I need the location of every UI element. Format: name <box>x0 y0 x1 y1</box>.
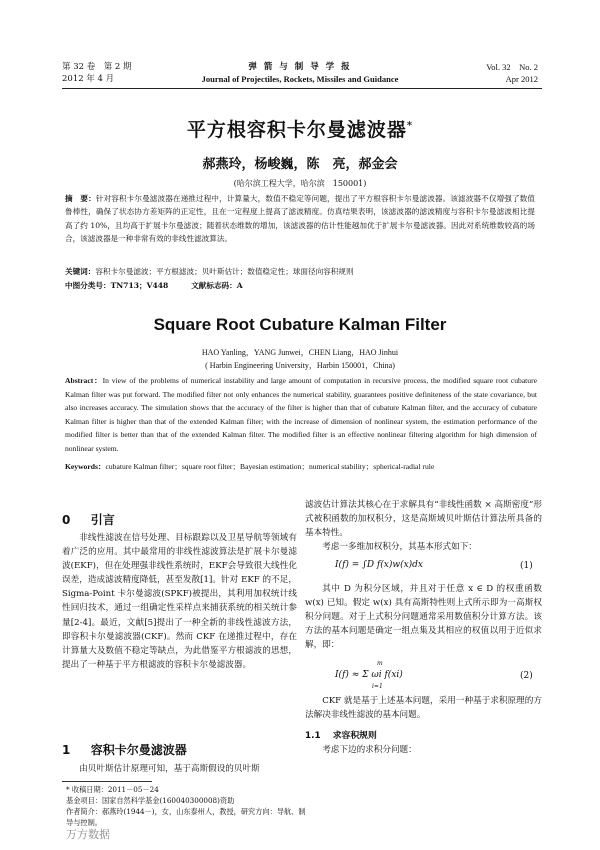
section-1-title: 容积卡尔曼滤波器 <box>90 743 187 757</box>
volume-issue-en: Vol. 32 No. 2 <box>486 62 538 72</box>
keywords-cn <box>65 265 535 278</box>
date-en: Apr 2012 <box>505 74 538 84</box>
abstract-cn <box>65 192 535 245</box>
abstract-en <box>65 374 537 456</box>
subsection-1-1-title: 求容积规则 <box>332 731 377 741</box>
equation-2-sum-top: m <box>377 660 383 667</box>
abstract-en-label: Abstract： <box>65 376 103 385</box>
section-1-paragraph: 由贝叶斯估计原理可知，基于高斯假设的贝叶斯 <box>79 764 260 774</box>
footnotes <box>66 784 306 828</box>
affiliation-cn: (哈尔滨工程大学，哈尔滨 150001) <box>233 179 367 188</box>
paper-title-cn-text: 平方根容积卡尔曼滤波器 <box>186 119 407 141</box>
equation-1: I(f) = ∫D f(x)w(x)dx <box>335 560 424 570</box>
paper-title-cn <box>0 115 600 142</box>
right-column-lower <box>305 694 542 722</box>
clc-label: 中图分类号： <box>65 281 111 290</box>
section-0-paragraph: 非线性滤波在信号处理、目标跟踪以及卫星导航等领域有着广泛的应用。其中最常用的非线性滤波算法是扩展卡尔曼滤波(EKF)，但在处理强非线性系统时，EKF会导致很大线性化误差，造成滤波精度降低，甚至发散[1]。针对 EKF 的不足，Sigma-Point 卡尔曼滤波(SPKF)被提出，其利用加权统计线性回归技术，通过一组确定性采样点来捕获系统的相关统计参量[2-4]。最近，文献[5]提出了一种全新的非线性滤波方法，即容积卡尔曼滤波器(CKF)。然而 CKF 在递推过程中，存在计算量大及数值不稳定等缺点，为此借鉴平方根滤波的思想，提出了一种基于平方根滤波的容积卡尔曼滤波器。 <box>62 533 297 670</box>
keywords-en <box>65 460 537 474</box>
right-paragraph-5: 考虑下边的求积分问题： <box>322 745 417 755</box>
subsection-1-1-heading <box>305 728 377 741</box>
journal-title-cn: 弹 箭 与 制 导 学 报 <box>248 62 352 72</box>
authors-en: HAO Yanling，YANG Junwei，CHEN Liang，HAO Jinhui <box>201 348 399 357</box>
equation-2-number: (2) <box>520 671 533 681</box>
paper-title-en: Square Root Cubature Kalman Filter <box>153 315 447 334</box>
keywords-cn-label: 关键词： <box>65 267 96 276</box>
classification-cn <box>65 279 535 292</box>
abstract-cn-text: 针对容积卡尔曼滤波器在递推过程中，计算量大，数值不稳定等问题，提出了平方根容积卡尔曼滤波器。该滤波器不仅增强了数值鲁棒性，确保了状态协方差矩阵的正定性，且在一定程度上提高了滤波精度。仿真结果表明，该滤波器的滤波精度与容积卡尔曼滤波相比提高了约 10%，且均高于扩展卡尔曼滤波；随着状态维数的增加，该滤波器的估计性能越加优于扩展卡尔曼滤波器。因此对系统维数较高的场合，该滤波器是一种非常有效的非线性滤波算法。 <box>65 194 535 243</box>
abstract-en-text: In view of the problems of numerical instability and large amount of computation in recursive process, the modified square root cubature Kalman filter was put forward. The modified filter not only enhances the numerical stability, guarantees positive definiteness of the state covariance, but also increases accuracy. The simulation shows that the accuracy of the filter is higher than that of cubature Kalman filter, and the accuracy of cubature Kalman filter is higher than that of the extended Kalman filter; with the increase of dimension of nonlinear system, the estimation performance of the modified filter is better than that of the extended Kalman filter. The modified filter is an effective nonlinear filtering algorithm for high dimension of nonlinear system. <box>65 376 537 453</box>
right-column-end <box>305 743 542 757</box>
footnote-funding: 基金项目：国家自然科学基金(160040300008)资助 <box>66 796 235 805</box>
right-column-middle <box>305 582 542 652</box>
footnote-received: * 收稿日期：2011－05－24 <box>66 785 159 794</box>
authors-cn: 郝燕玲，杨峻巍，陈 亮，郝金会 <box>202 157 398 172</box>
keywords-en-label: Keywords： <box>65 462 106 471</box>
journal-title-en: Journal of Projectiles, Rockets, Missiles and Guidance <box>201 74 399 84</box>
watermark-text: 万方数据 <box>66 828 110 841</box>
section-1-number: 1 <box>62 743 71 757</box>
section-0-number: 0 <box>62 513 71 527</box>
clc-value: TN713；V448 <box>110 281 169 290</box>
affiliation-en: ( Harbin Engineering University，Harbin 150001，China) <box>205 361 395 370</box>
header-rule <box>62 88 542 89</box>
section-0-heading <box>62 511 115 528</box>
section-1-heading <box>62 741 187 758</box>
equation-1-number: (1) <box>520 561 533 571</box>
section-0-title: 引言 <box>90 513 115 527</box>
right-paragraph-3: 其中 D 为积分区域，并且对于任意 x ∈ D 的权重函数 w(x) 已知。假定 w(x) 具有高斯特性则上式所示即为一高斯权积分问题。对于上式积分问题通常采用数值积分计算方法。该方法的基本问题是确定一组点集及其相应的权值以用于近似求解，即： <box>305 584 542 651</box>
subsection-1-1-number: 1.1 <box>305 731 321 741</box>
section-1-body <box>62 762 297 776</box>
equation-2-sum-bottom: i=1 <box>372 683 383 690</box>
right-column-intro <box>305 498 542 554</box>
keywords-en-text: cubature Kalman filter；square root filter；Bayesian estimation；numerical stability；spherical-radial rule <box>105 462 435 471</box>
right-paragraph-1: 滤波估计算法其核心在于求解具有“非线性函数 × 高斯密度”形式被积函数的加权积分，这是高斯域贝叶斯估计算法所具备的基本特性。 <box>305 500 542 539</box>
volume-issue-cn: 第 32 卷 第 2 期 <box>62 62 132 72</box>
equation-2 <box>335 670 403 680</box>
right-paragraph-4: CKF 就是基于上述基本问题，采用一种基于求积原理的方法解决非线性滤波的基本问题。 <box>305 696 542 721</box>
title-footnote-mark: * <box>406 120 414 132</box>
doc-code-label: 文献标志码： <box>191 281 237 290</box>
doc-code-value: A <box>236 281 243 290</box>
right-paragraph-2: 考虑一多维加权积分，其基本形式如下： <box>322 542 477 553</box>
date-cn: 2012 年 4 月 <box>62 74 115 84</box>
abstract-cn-label: 摘 要： <box>65 194 96 203</box>
keywords-cn-text: 容积卡尔曼滤波；平方根滤波；贝叶斯估计；数值稳定性；球面径向容积规则 <box>95 267 354 276</box>
section-0-body <box>62 531 297 672</box>
footnote-rule <box>62 781 152 782</box>
equation-2-text: I(f) ≈ Σ ωi f(xi) <box>335 670 403 680</box>
footnote-author: 作者简介：郝燕玲(1944－)，女，山东泰州人，教授，研究方向：导航、制导与控制。 <box>66 807 306 827</box>
